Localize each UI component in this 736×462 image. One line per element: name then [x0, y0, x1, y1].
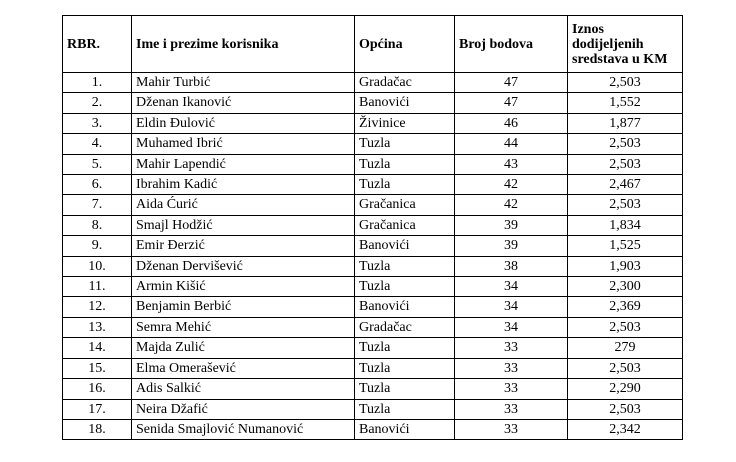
table-row [63, 419, 683, 439]
row-opcina: Tuzla [355, 379, 455, 399]
row-opcina: Gradačac [355, 73, 455, 93]
row-name: Aida Ćurić [132, 195, 355, 215]
row-number: 11. [63, 277, 132, 297]
row-number: 5. [63, 154, 132, 174]
row-iznos: 2,369 [568, 297, 683, 317]
row-iznos: 2,503 [568, 134, 683, 154]
table-row [63, 175, 683, 195]
row-iznos: 2,503 [568, 399, 683, 419]
row-iznos: 1,552 [568, 93, 683, 113]
row-opcina: Tuzla [355, 175, 455, 195]
header-bodovi: Broj bodova [455, 16, 568, 73]
row-bodovi: 46 [455, 113, 568, 133]
row-name: Mahir Turbić [132, 73, 355, 93]
row-number: 14. [63, 338, 132, 358]
row-opcina: Tuzla [355, 256, 455, 276]
row-iznos: 2,290 [568, 379, 683, 399]
row-number: 18. [63, 419, 132, 439]
table-row [63, 256, 683, 276]
row-number: 7. [63, 195, 132, 215]
row-bodovi: 33 [455, 379, 568, 399]
row-iznos: 2,300 [568, 277, 683, 297]
row-opcina: Tuzla [355, 154, 455, 174]
row-bodovi: 34 [455, 317, 568, 337]
row-name: Dženan Ikanović [132, 93, 355, 113]
row-number: 17. [63, 399, 132, 419]
row-bodovi: 39 [455, 236, 568, 256]
row-name: Eldin Đulović [132, 113, 355, 133]
row-iznos: 2,342 [568, 419, 683, 439]
table-row [63, 277, 683, 297]
row-iznos: 2,467 [568, 175, 683, 195]
row-name: Muhamed Ibrić [132, 134, 355, 154]
row-bodovi: 33 [455, 419, 568, 439]
table-row [63, 134, 683, 154]
row-iznos: 2,503 [568, 73, 683, 93]
row-opcina: Banovići [355, 297, 455, 317]
header-rbr: RBR. [63, 16, 132, 73]
row-opcina: Tuzla [355, 134, 455, 154]
table-row [63, 154, 683, 174]
row-bodovi: 47 [455, 73, 568, 93]
table-row [63, 297, 683, 317]
row-opcina: Gradačac [355, 317, 455, 337]
row-name: Semra Mehić [132, 317, 355, 337]
row-number: 12. [63, 297, 132, 317]
header-row [63, 16, 683, 73]
row-name: Benjamin Berbić [132, 297, 355, 317]
row-name: Senida Smajlović Numanović [132, 419, 355, 439]
table-row [63, 73, 683, 93]
row-opcina: Živinice [355, 113, 455, 133]
row-name: Smajl Hodžić [132, 215, 355, 235]
table-row [63, 358, 683, 378]
row-bodovi: 33 [455, 338, 568, 358]
row-iznos: 2,503 [568, 154, 683, 174]
table-row [63, 113, 683, 133]
row-name: Neira Džafić [132, 399, 355, 419]
row-opcina: Tuzla [355, 358, 455, 378]
row-name: Ibrahim Kadić [132, 175, 355, 195]
row-number: 4. [63, 134, 132, 154]
table-row [63, 93, 683, 113]
row-opcina: Gračanica [355, 215, 455, 235]
row-name: Armin Kišić [132, 277, 355, 297]
beneficiaries-table [62, 15, 683, 440]
table-row [63, 379, 683, 399]
row-number: 1. [63, 73, 132, 93]
row-bodovi: 42 [455, 195, 568, 215]
row-iznos: 2,503 [568, 358, 683, 378]
table-row [63, 215, 683, 235]
row-number: 8. [63, 215, 132, 235]
row-number: 10. [63, 256, 132, 276]
row-iznos: 1,525 [568, 236, 683, 256]
row-iznos: 2,503 [568, 195, 683, 215]
row-bodovi: 34 [455, 277, 568, 297]
row-name: Dženan Dervišević [132, 256, 355, 276]
row-opcina: Banovići [355, 236, 455, 256]
table-body [63, 73, 683, 440]
row-number: 2. [63, 93, 132, 113]
row-opcina: Gračanica [355, 195, 455, 215]
row-bodovi: 47 [455, 93, 568, 113]
table-row [63, 195, 683, 215]
row-bodovi: 43 [455, 154, 568, 174]
header-opcina: Općina [355, 16, 455, 73]
row-name: Majda Zulić [132, 338, 355, 358]
row-iznos: 1,903 [568, 256, 683, 276]
row-number: 13. [63, 317, 132, 337]
row-number: 16. [63, 379, 132, 399]
row-bodovi: 39 [455, 215, 568, 235]
row-opcina: Banovići [355, 419, 455, 439]
row-number: 15. [63, 358, 132, 378]
row-iznos: 2,503 [568, 317, 683, 337]
table-row [63, 399, 683, 419]
row-opcina: Tuzla [355, 338, 455, 358]
row-opcina: Tuzla [355, 277, 455, 297]
row-opcina: Banovići [355, 93, 455, 113]
row-bodovi: 34 [455, 297, 568, 317]
row-name: Elma Omerašević [132, 358, 355, 378]
row-number: 3. [63, 113, 132, 133]
header-name: Ime i prezime korisnika [132, 16, 355, 73]
table-row [63, 317, 683, 337]
row-name: Adis Salkić [132, 379, 355, 399]
row-bodovi: 33 [455, 358, 568, 378]
row-bodovi: 38 [455, 256, 568, 276]
row-bodovi: 33 [455, 399, 568, 419]
table-row [63, 338, 683, 358]
row-name: Mahir Lapendić [132, 154, 355, 174]
row-number: 6. [63, 175, 132, 195]
row-bodovi: 44 [455, 134, 568, 154]
row-iznos: 1,834 [568, 215, 683, 235]
row-iznos: 279 [568, 338, 683, 358]
row-opcina: Tuzla [355, 399, 455, 419]
row-number: 9. [63, 236, 132, 256]
row-iznos: 1,877 [568, 113, 683, 133]
table-row [63, 236, 683, 256]
header-iznos: Iznos dodijeljenih sredstava u KM [568, 16, 683, 73]
row-name: Emir Đerzić [132, 236, 355, 256]
row-bodovi: 42 [455, 175, 568, 195]
